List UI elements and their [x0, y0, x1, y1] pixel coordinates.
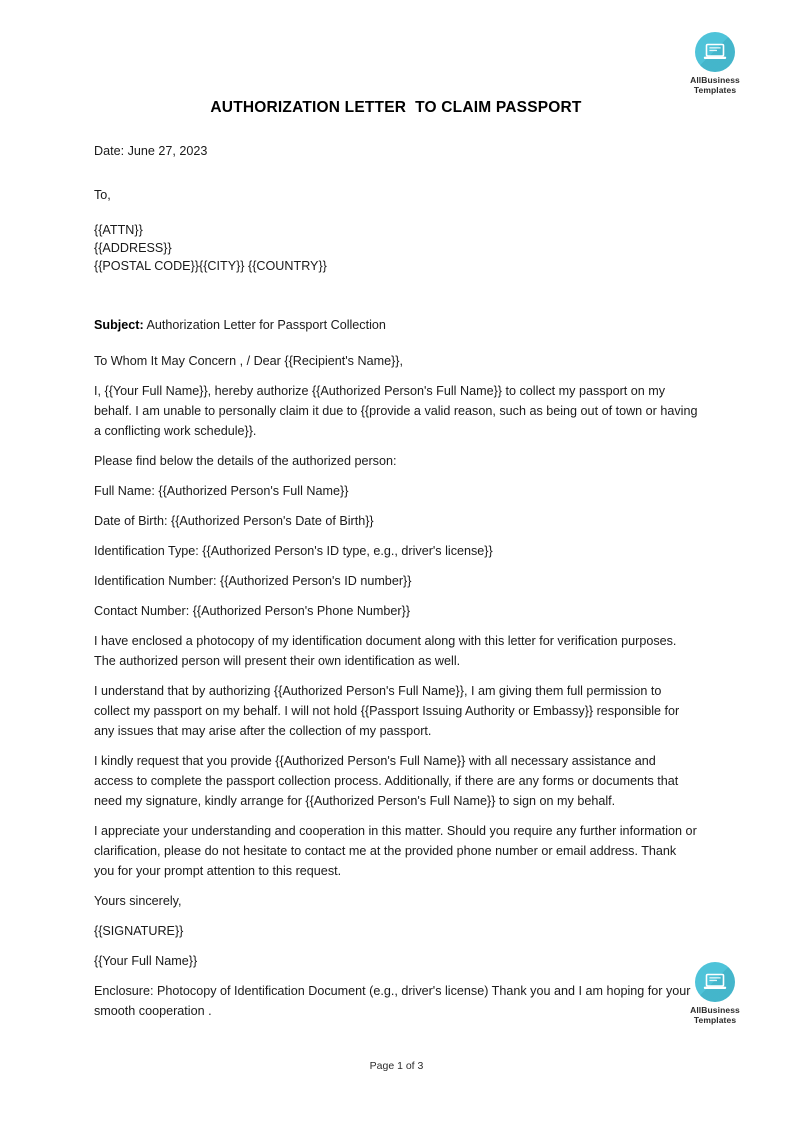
brand-name-line1: AllBusiness	[690, 1005, 740, 1015]
body-paragraph-1: I, {{Your Full Name}}, hereby authorize {{Authorized Person's Full Name}} to collect my passport on my behalf. I am unable to personally claim it due to {{provide a valid reason, such as being out of town or having a conflicting work schedule}}.	[94, 384, 698, 438]
detail-full-name: Full Name: {{Authorized Person's Full Name}}	[94, 484, 349, 498]
brand-circle	[695, 962, 735, 1002]
brand-name-line1: AllBusiness	[690, 75, 740, 85]
subject-line	[94, 315, 698, 335]
enclosure-line: Enclosure: Photocopy of Identification Document (e.g., driver's license) Thank you and I am hoping for your smooth cooperation .	[94, 984, 691, 1018]
detail-identification-type: Identification Type: {{Authorized Person's ID type, e.g., driver's license}}	[94, 544, 493, 558]
address-line-attn: {{ATTN}}	[94, 223, 143, 237]
subject-text: Authorization Letter for Passport Collection	[143, 318, 386, 332]
detail-date-of-birth: Date of Birth: {{Authorized Person's Date of Birth}}	[94, 514, 374, 528]
closing-line: Yours sincerely,	[94, 894, 182, 908]
page-footer	[0, 1060, 793, 1072]
page-indicator: Page 1 of 3	[369, 1060, 424, 1072]
address-line-city-country: {{POSTAL CODE}}{{CITY}} {{COUNTRY}}	[94, 259, 327, 273]
detail-identification-number: Identification Number: {{Authorized Person's ID number}}	[94, 574, 412, 588]
signature-placeholder: {{SIGNATURE}}	[94, 924, 184, 938]
body-paragraph-5: I appreciate your understanding and cooperation in this matter. Should you require any further information or clarification, please do not hesitate to contact me at the provided phone number or email address. Thank you for your prompt attention to this request.	[94, 824, 697, 878]
brand-name-line2: Templates	[693, 1015, 737, 1025]
recipient-to-line: To,	[94, 188, 111, 202]
address-line-address: {{ADDRESS}}	[94, 241, 172, 255]
sender-name-placeholder: {{Your Full Name}}	[94, 954, 198, 968]
detail-contact-number: Contact Number: {{Authorized Person's Phone Number}}	[94, 604, 411, 618]
subject-label: Subject:	[94, 318, 144, 332]
details-intro: Please find below the details of the authorized person:	[94, 454, 397, 468]
letter-body	[94, 0, 698, 1021]
body-paragraph-3: I understand that by authorizing {{Authorized Person's Full Name}}, I am giving them full permission to collect my passport on my behalf. I will not hold {{Passport Issuing Authority or Embassy}} responsible for any issues that may arise after the collection of my passport.	[94, 684, 680, 738]
page-title: AUTHORIZATION LETTER TO CLAIM PASSPORT	[210, 99, 582, 116]
laptop-icon	[703, 973, 727, 991]
body-paragraph-4: I kindly request that you provide {{Authorized Person's Full Name}} with all necessary assistance and access to complete the passport collection process. Additionally, if there are any forms or documents that need my signature, kindly arrange for {{Authorized Person's Full Name}} to sign on my behalf.	[94, 754, 679, 808]
laptop-icon	[703, 43, 727, 61]
date-line: Date: June 27, 2023	[94, 144, 208, 158]
body-paragraph-2: I have enclosed a photocopy of my identification document along with this letter for verification purposes. The authorized person will present their own identification as well.	[94, 634, 677, 668]
greeting-line: To Whom It May Concern , / Dear {{Recipient's Name}},	[94, 354, 403, 368]
brand-name-line2: Templates	[693, 85, 737, 95]
brand-circle	[695, 32, 735, 72]
